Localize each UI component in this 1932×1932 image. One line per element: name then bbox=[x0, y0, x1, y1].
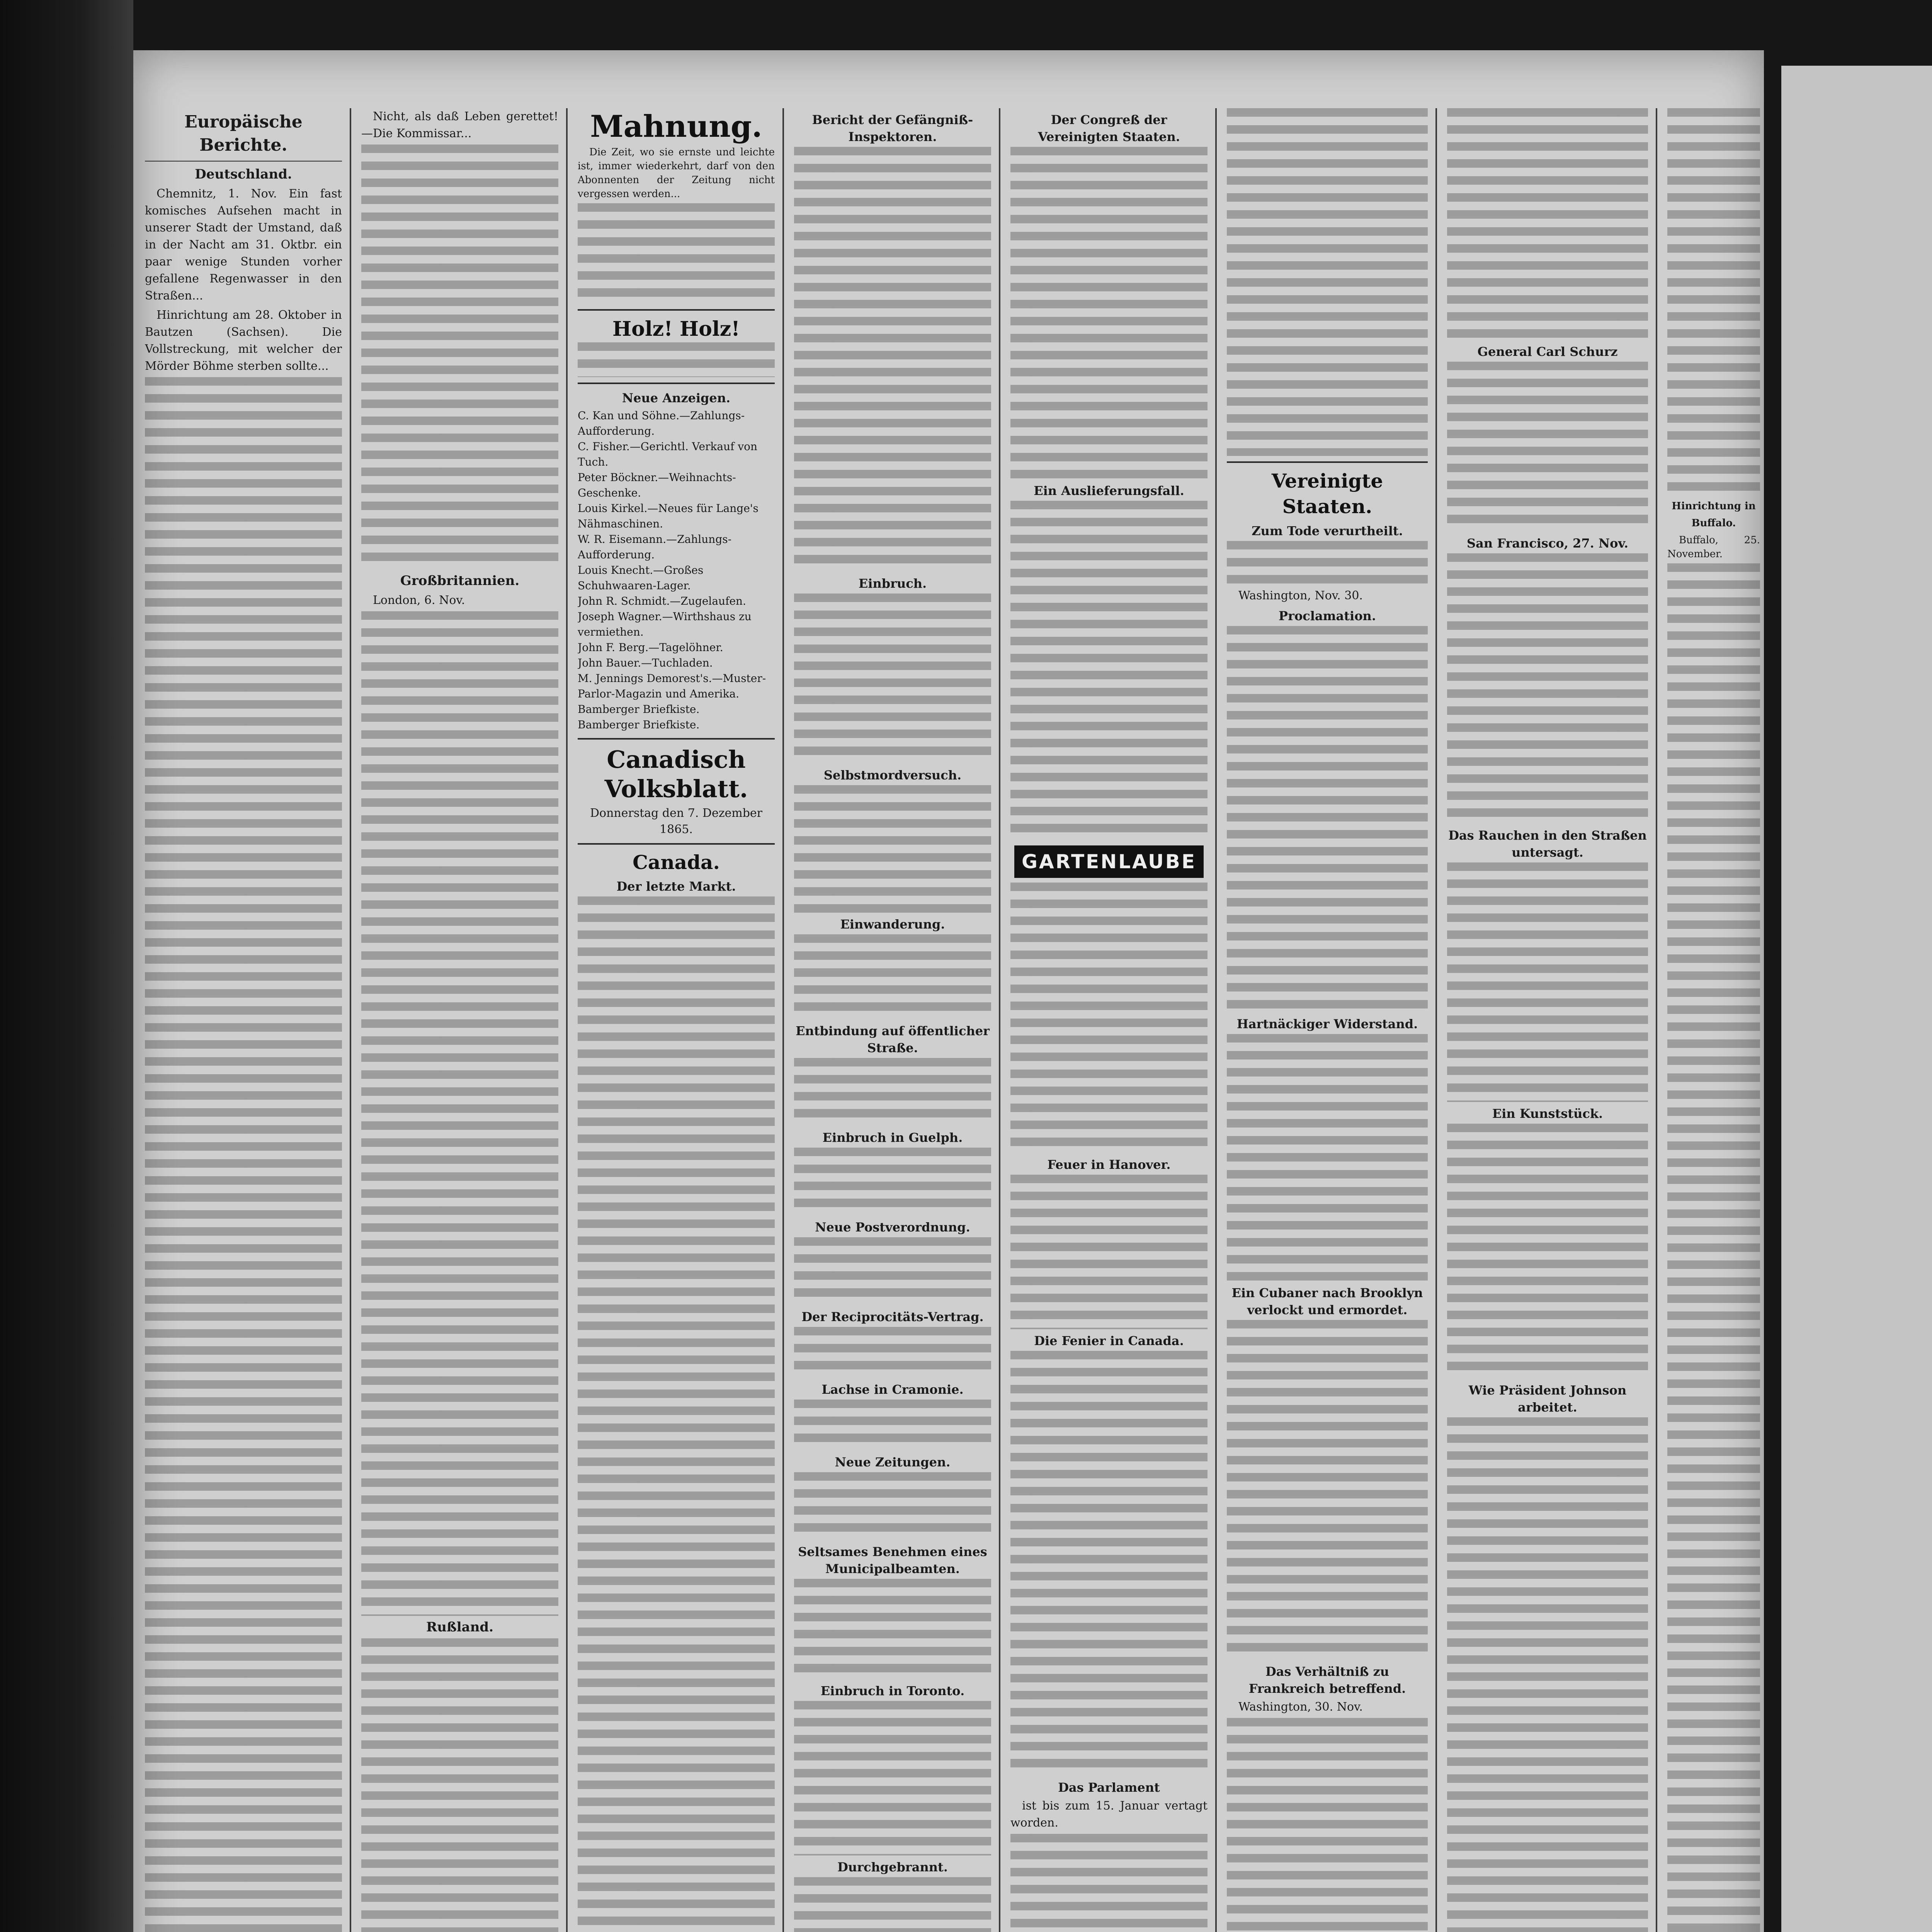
column-rule bbox=[1435, 108, 1437, 1932]
article-heading: Neue Postverordnung. bbox=[815, 1220, 970, 1235]
article-heading: Zum Tode verurtheilt. bbox=[1252, 524, 1403, 538]
body-text-block bbox=[1227, 541, 1428, 587]
article-text: Hinrichtung am 28. Oktober in Bautzen (Sachsen). Die Vollstreckung, mit welcher der Mörder Böhme sterben sollte... bbox=[145, 308, 342, 373]
body-text-block bbox=[794, 594, 991, 764]
body-text-block bbox=[1227, 1320, 1428, 1660]
column-rule bbox=[999, 108, 1000, 1932]
body-text-block bbox=[1447, 1124, 1648, 1379]
body-text-block bbox=[1010, 883, 1208, 1153]
article-heading: Der Reciprocitäts-Vertrag. bbox=[801, 1310, 984, 1324]
column-7 bbox=[1447, 108, 1648, 1932]
body-text-block bbox=[1447, 362, 1648, 532]
body-text-block bbox=[794, 1400, 991, 1451]
body-text-block bbox=[794, 1579, 991, 1679]
article-heading: Durchgebrannt. bbox=[837, 1860, 948, 1874]
body-text-block bbox=[1227, 1034, 1428, 1281]
article-text: Chemnitz, 1. Nov. Ein fast komisches Aufsehen macht in unserer Stadt der Umstand, daß in der Nacht am 31. Oktbr. ein paar wenige Stunden vorher gefallene Regenwasser in den Straßen... bbox=[145, 187, 342, 303]
ad-item: C. Fisher.—Gerichtl. Verkauf von Tuch. bbox=[578, 440, 758, 468]
notice-banner: Mahnung. bbox=[590, 109, 762, 144]
canada-section-title: Canada. bbox=[633, 851, 720, 874]
body-text-block bbox=[1447, 862, 1648, 1102]
article-heading: Einbruch. bbox=[858, 576, 927, 591]
dateline: Washington, Nov. 30. bbox=[1238, 589, 1363, 602]
body-text-block bbox=[794, 1701, 991, 1855]
ad-item: Bamberger Briefkiste. bbox=[578, 703, 700, 716]
body-text-block bbox=[578, 203, 775, 304]
subsection-russia: Rußland. bbox=[426, 1619, 494, 1635]
ad-item: Louis Knecht.—Großes Schuhwaaren-Lager. bbox=[578, 564, 704, 592]
article-heading: Selbstmordversuch. bbox=[823, 768, 962, 782]
article-heading: Einbruch in Toronto. bbox=[820, 1684, 965, 1698]
subsection-britain: Großbritannien. bbox=[400, 573, 520, 588]
body-text-block bbox=[794, 147, 991, 572]
subsection-germany: Deutschland. bbox=[195, 167, 292, 182]
article-heading: Ein Auslieferungsfall. bbox=[1034, 483, 1184, 498]
article-heading: Ein Kunststück. bbox=[1492, 1106, 1603, 1121]
article-text: Nicht, als daß Leben gerettet! —Die Kommissar... bbox=[361, 110, 558, 140]
article-heading: Wie Präsident Johnson arbeitet. bbox=[1468, 1383, 1627, 1415]
body-text-block bbox=[794, 1327, 991, 1378]
column-8 bbox=[1667, 108, 1760, 1932]
body-text-block bbox=[1667, 563, 1760, 1932]
body-text-block bbox=[1667, 108, 1760, 495]
article-heading: Ein Cubaner nach Brooklyn verlockt und ermordet. bbox=[1231, 1286, 1423, 1317]
ad-item: M. Jennings Demorest's.—Muster-Parlor-Magazin und Amerika. bbox=[578, 672, 766, 700]
ad-item: John R. Schmidt.—Zugelaufen. bbox=[578, 595, 746, 607]
article-heading: San Francisco, 27. Nov. bbox=[1467, 536, 1628, 551]
ad-item: W. R. Eisemann.—Zahlungs-Aufforderung. bbox=[578, 533, 732, 561]
dateline: Buffalo, 25. November. bbox=[1667, 534, 1760, 560]
article-heading: Lachse in Cramonie. bbox=[821, 1382, 964, 1397]
notice-text: Die Zeit, wo sie ernste und leichte ist, immer wiederkehrt, darf von den Abonnenten der Zeitung nicht vergessen werden... bbox=[578, 146, 775, 200]
column-rule bbox=[566, 108, 568, 1932]
ad-item: Peter Böckner.—Weihnachts-Geschenke. bbox=[578, 471, 736, 499]
article-heading: Hinrichtung in Buffalo. bbox=[1672, 500, 1756, 529]
column-rule bbox=[782, 108, 784, 1932]
article-heading: Einwanderung. bbox=[840, 917, 945, 932]
ad-item: John F. Berg.—Tagelöhner. bbox=[578, 641, 723, 654]
body-text-block bbox=[1227, 1718, 1428, 1932]
ad-item: John Bauer.—Tuchladen. bbox=[578, 656, 713, 669]
gartenlaube-logo: GARTENLAUBE bbox=[1014, 845, 1204, 878]
column-4 bbox=[794, 108, 991, 1932]
body-text-block bbox=[1010, 147, 1208, 479]
ad-item: Joseph Wagner.—Wirthshaus zu vermiethen. bbox=[578, 610, 752, 638]
column-rule bbox=[1215, 108, 1217, 1932]
dateline: London, 6. Nov. bbox=[373, 594, 465, 607]
column-2 bbox=[361, 108, 558, 1932]
body-text-block bbox=[145, 377, 342, 1932]
body-text-block bbox=[578, 342, 775, 377]
article-heading: Bericht der Gefängniß-Inspektoren. bbox=[812, 112, 973, 144]
article-heading: Entbindung auf öffentlicher Straße. bbox=[796, 1024, 990, 1055]
body-text-block bbox=[794, 785, 991, 913]
us-section-title: Vereinigte Staaten. bbox=[1271, 469, 1383, 518]
column-5 bbox=[1010, 108, 1208, 1932]
body-text-block bbox=[1227, 108, 1428, 456]
body-text-block bbox=[1010, 501, 1208, 841]
body-text-block bbox=[1447, 108, 1648, 340]
column-3 bbox=[578, 108, 775, 1932]
body-text-block bbox=[1447, 553, 1648, 824]
article-heading: Feuer in Hanover. bbox=[1047, 1157, 1171, 1172]
ad-item: C. Kan und Söhne.—Zahlungs-Aufforderung. bbox=[578, 409, 745, 437]
body-text-block bbox=[794, 1058, 991, 1126]
article-heading: Neue Zeitungen. bbox=[835, 1455, 951, 1469]
body-text-block bbox=[794, 934, 991, 1019]
article-heading: Seltsames Benehmen eines Municipalbeamten. bbox=[798, 1544, 987, 1576]
column-1 bbox=[145, 108, 342, 1932]
masthead: Canadisch Volksblatt. bbox=[604, 745, 748, 803]
newspaper-page bbox=[133, 50, 1764, 1932]
issue-date: Donnerstag den 7. Dezember 1865. bbox=[590, 806, 762, 836]
article-heading: Einbruch in Guelph. bbox=[822, 1130, 963, 1145]
article-heading: Das Verhältniß zu Frankreich betreffend. bbox=[1248, 1664, 1406, 1696]
article-heading: Hartnäckiger Widerstand. bbox=[1236, 1017, 1418, 1031]
body-text-block bbox=[361, 611, 558, 1616]
binding-edge bbox=[0, 0, 133, 1932]
body-text-block bbox=[794, 1237, 991, 1305]
article-heading: Die Fenier in Canada. bbox=[1034, 1333, 1184, 1348]
article-heading: General Carl Schurz bbox=[1477, 344, 1618, 359]
body-text-block bbox=[794, 1877, 991, 1932]
ad-item: Louis Kirkel.—Neues für Lange's Nähmaschinen. bbox=[578, 502, 759, 530]
article-heading: Proclamation. bbox=[1279, 609, 1376, 623]
new-ads-heading: Neue Anzeigen. bbox=[622, 391, 731, 405]
article-heading: Der Congreß der Vereinigten Staaten. bbox=[1038, 112, 1180, 144]
column-rule bbox=[1656, 108, 1657, 1932]
column-rule bbox=[350, 108, 351, 1932]
body-text-block bbox=[361, 145, 558, 570]
dateline: Washington, 30. Nov. bbox=[1238, 1700, 1363, 1714]
holz-heading: Holz! Holz! bbox=[612, 317, 740, 341]
body-text-block bbox=[1010, 1351, 1208, 1776]
ad-item: Bamberger Briefkiste. bbox=[578, 718, 700, 731]
body-text-block bbox=[794, 1472, 991, 1540]
article-heading: Das Rauchen in den Straßen untersagt. bbox=[1448, 828, 1647, 860]
ads-list bbox=[578, 408, 775, 733]
section-title: Europäische Berichte. bbox=[184, 112, 303, 155]
column-6 bbox=[1227, 108, 1428, 1932]
body-text-block bbox=[794, 1148, 991, 1216]
body-text-block bbox=[578, 896, 775, 1932]
article-heading: Das Parlament bbox=[1058, 1780, 1160, 1795]
market-heading: Der letzte Markt. bbox=[616, 879, 736, 894]
body-text-block bbox=[1227, 626, 1428, 1012]
article-text: ist bis zum 15. Januar vertagt worden. bbox=[1010, 1799, 1208, 1830]
body-text-block bbox=[361, 1638, 558, 1932]
adjacent-page-strip bbox=[1781, 66, 1932, 1932]
body-text-block bbox=[1010, 1834, 1208, 1932]
body-text-block bbox=[1447, 1417, 1648, 1932]
body-text-block bbox=[1010, 1175, 1208, 1329]
